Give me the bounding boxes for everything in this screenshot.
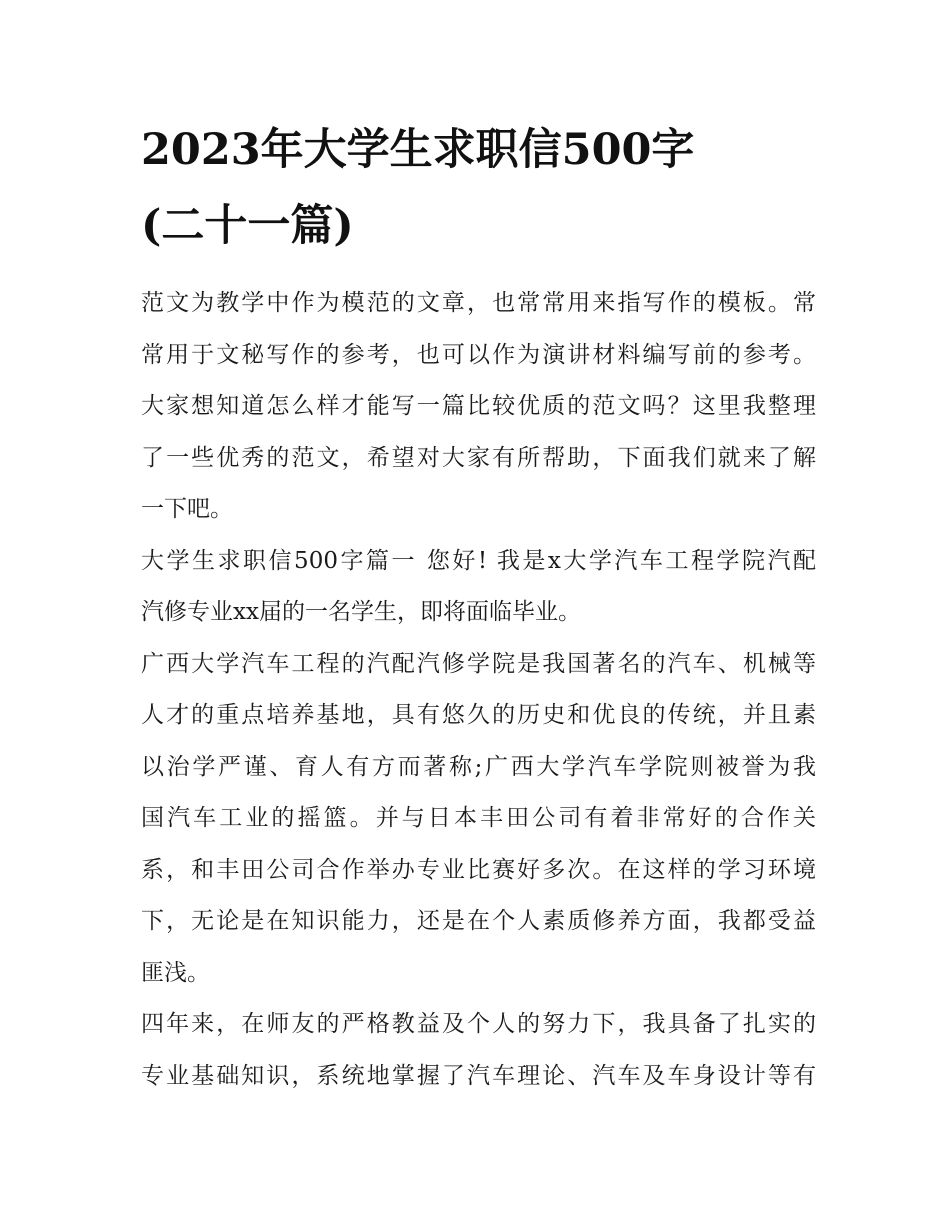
text-line: 汽修专业xx届的一名学生，即将面临毕业。 [141, 599, 581, 625]
text-line: 范文为教学中作为模范的文章，也常常用来指写作的模板。常 [141, 290, 816, 316]
text-line: 专业基础知识，系统地掌握了汽车理论、汽车及车身设计等有 [141, 1062, 816, 1089]
text-line: 一下吧。 [141, 496, 233, 522]
document-title [141, 112, 816, 264]
text-line: 了一些优秀的范文，希望对大家有所帮助，下面我们就来了解 [141, 444, 816, 471]
body-paragraph [141, 999, 816, 1102]
intro-paragraph [141, 278, 816, 536]
text-line: 大家想知道怎么样才能写一篇比较优质的范文吗？这里我整理 [141, 393, 816, 419]
title-line: 2023年大学生求职信500字 [141, 125, 695, 175]
body-paragraph [141, 536, 816, 639]
title-line: (二十一篇) [141, 201, 354, 251]
text-line: 人才的重点培养基地，具有悠久的历史和优良的传统，并且素 [141, 702, 816, 728]
text-line: 常用于文秘写作的参考，也可以作为演讲材料编写前的参考。 [141, 341, 816, 368]
body-paragraph [141, 639, 816, 1000]
text-line: 匪浅。 [141, 959, 210, 986]
text-line: 系，和丰田公司合作举办专业比赛好多次。在这样的学习环境 [141, 856, 816, 883]
text-line: 下，无论是在知识能力，还是在个人素质修养方面，我都受益 [141, 908, 816, 934]
document-page [141, 112, 816, 1102]
text-line: 广西大学汽车工程的汽配汽修学院是我国著名的汽车、机械等 [141, 650, 816, 677]
text-line: 四年来，在师友的严格教益及个人的努力下，我具备了扎实的 [141, 1011, 816, 1037]
text-line: 大学生求职信500字篇一 您好! 我是x大学汽车工程学院汽配 [141, 547, 816, 574]
text-line: 国汽车工业的摇篮。并与日本丰田公司有着非常好的合作关 [141, 805, 816, 831]
text-line: 以治学严谨、育人有方而著称;广西大学汽车学院则被誉为我 [141, 753, 816, 780]
